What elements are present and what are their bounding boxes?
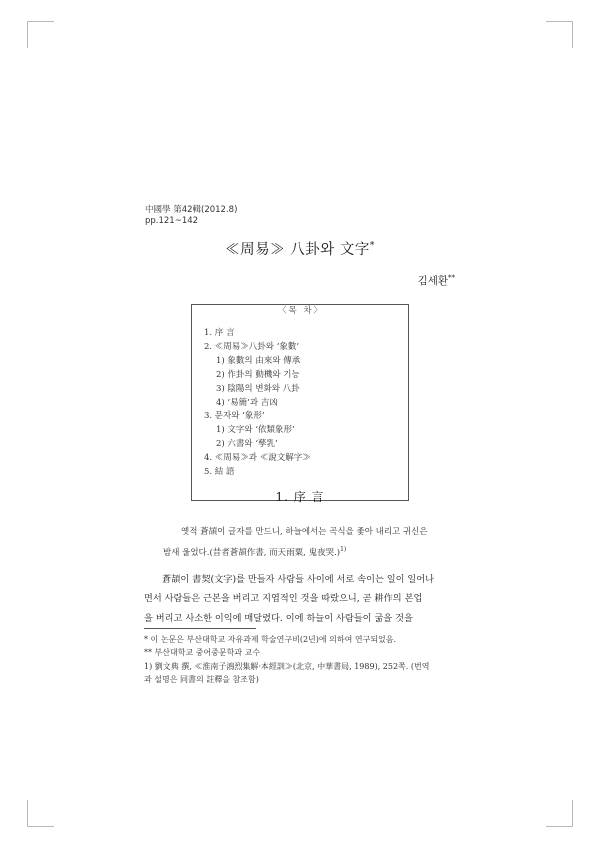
toc-item: 2) 六書와 ‘孳乳’ xyxy=(216,439,278,450)
footnotes xyxy=(144,633,464,686)
toc-item: 1. 序 言 xyxy=(204,328,235,338)
section-title: 1. 序 言 xyxy=(275,490,325,504)
toc-item: 3. 문자와 ‘象形’ xyxy=(204,411,265,422)
journal-volume: 中國學 第42輯(2012.8) xyxy=(145,205,238,215)
journal-pages: pp.121~142 xyxy=(145,216,199,226)
toc-heading-wrap xyxy=(192,298,410,317)
toc-item: 4) ‘易簡’과 吉凶 xyxy=(216,397,278,408)
quote-line-1: 옛적 蒼頡이 글자를 만드니, 하늘에서는 곡식을 좇아 내리고 귀신은 xyxy=(181,527,428,537)
toc-item: 4. ≪周易≫과 ≪說文解字≫ xyxy=(204,453,311,464)
crop-mark-bottom-left xyxy=(27,800,54,827)
footnote-line: ** 부산대학교 중어중문학과 교수 xyxy=(144,648,261,658)
author xyxy=(418,273,455,288)
journal-info xyxy=(145,205,237,227)
footnote-line: * 이 논문은 부산대학교 자유과제 학술연구비(2년)에 의하여 연구되었음. xyxy=(144,635,397,644)
toc-item: 1) 象數의 由來와 傳承 xyxy=(216,355,301,366)
toc-item: 1) 文字와 ‘依類象形’ xyxy=(216,425,295,436)
body-line: 蒼頡이 書契(文字)를 만들자 사람들 사이에 서로 속이는 일이 일어나 xyxy=(162,574,435,585)
author-name: 김세환 xyxy=(417,275,448,287)
crop-mark-top-left xyxy=(27,21,54,48)
body-line: 면서 사람들은 근본을 버리고 지엽적인 것을 따랐으니, 곧 耕作의 본업 xyxy=(144,593,423,605)
paper-title xyxy=(0,238,600,259)
title-footnote-mark: * xyxy=(369,241,375,251)
footnote-divider xyxy=(144,628,256,629)
paper-title-text: ≪周易≫ 八卦와 文字 xyxy=(225,242,370,258)
table-of-contents xyxy=(191,304,409,501)
toc-item: 2. ≪周易≫八卦와 ‘象數’ xyxy=(204,341,300,352)
footnote-line: 1) 劉文典 撰, ≪淮南子鴻烈集解·本經訓≫(北京, 中華書局, 1989), 252쪽. (번역 xyxy=(144,661,430,671)
crop-mark-top-right xyxy=(546,21,573,48)
toc-item: 5. 結 語 xyxy=(204,467,235,478)
body-line: 을 버리고 사소한 이익에 매달렸다. 이에 하늘이 사람들이 굶을 것을 xyxy=(144,612,413,624)
toc-item: 2) 作卦의 動機와 기능 xyxy=(216,369,300,380)
footnote-line: 과 설명은 同書의 註釋을 참조함) xyxy=(144,674,259,684)
toc-item: 3) 陰陽의 변화와 八卦 xyxy=(216,383,300,394)
body-paragraph xyxy=(144,570,456,628)
quote-footnote-ref: 1) xyxy=(340,546,347,553)
toc-list xyxy=(204,327,311,480)
author-footnote-mark: ** xyxy=(448,274,455,282)
toc-heading: 〈목 차〉 xyxy=(272,306,330,316)
epigraph-quote xyxy=(163,524,468,562)
crop-mark-bottom-right xyxy=(546,800,573,827)
quote-line-2: 밤새 울었다.(昔者蒼頡作書, 而天雨粟, 鬼夜哭.) xyxy=(163,547,341,558)
